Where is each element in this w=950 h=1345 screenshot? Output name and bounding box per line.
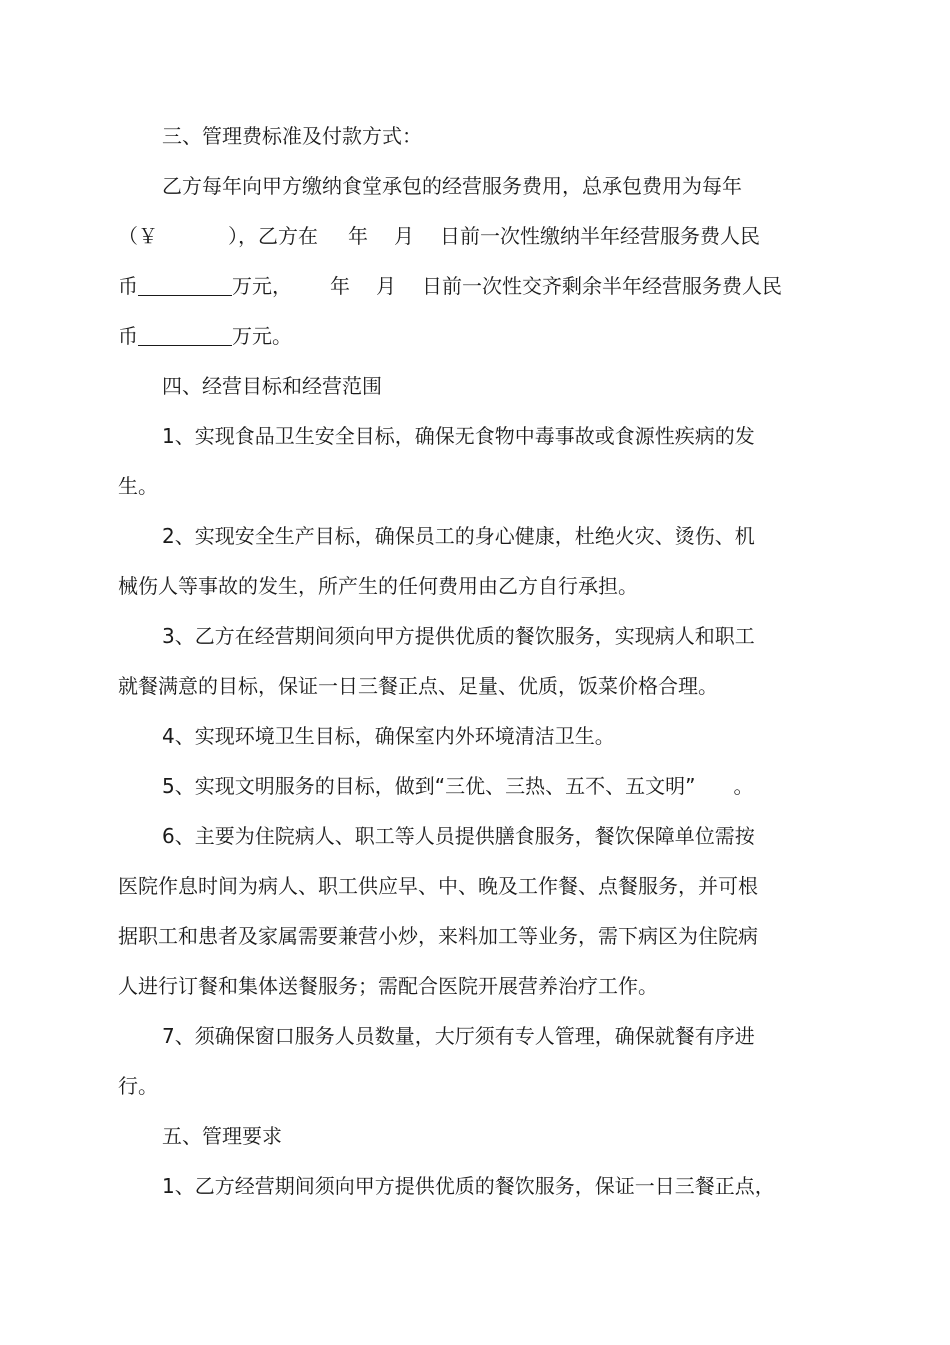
fee-paragraph-line4 xyxy=(118,321,818,351)
section4-heading: 四、经营目标和经营范围 xyxy=(162,374,382,398)
month-label: 月 xyxy=(394,224,414,248)
unit-label-end: 万元。 xyxy=(232,324,292,348)
item7-line1: 7、须确保窗口服务人员数量，大厅须有专人管理，确保就餐有序进 xyxy=(162,1024,755,1048)
unit-label: 万元， xyxy=(232,274,292,298)
item2-line1: 2、实现安全生产目标，确保员工的身心健康，杜绝火灾、烫伤、机 xyxy=(162,524,755,548)
year-label: 年 xyxy=(348,224,368,248)
item6-line1: 6、主要为住院病人、职工等人员提供膳食服务，餐饮保障单位需按 xyxy=(162,824,755,848)
fee-paragraph-line1: 乙方每年向甲方缴纳食堂承包的经营服务费用，总承包费用为每年 xyxy=(162,174,742,198)
item3-line1: 3、乙方在经营期间须向甲方提供优质的餐饮服务，实现病人和职工 xyxy=(162,624,755,648)
item5-end: 。 xyxy=(733,774,754,798)
item7-line2: 行。 xyxy=(118,1074,158,1098)
item1-line1: 1、实现食品卫生安全目标，确保无食物中毒事故或食源性疾病的发 xyxy=(162,424,755,448)
fee-paragraph-line3 xyxy=(118,271,818,301)
fee-paragraph-line2-tail: 日前一次性缴纳半年经营服务费人民 xyxy=(440,224,760,248)
item6-line4: 人进行订餐和集体送餐服务；需配合医院开展营养治疗工作。 xyxy=(118,974,658,998)
amount-open: （￥ xyxy=(118,224,158,248)
item5 xyxy=(162,771,862,801)
currency-label-2: 币 xyxy=(118,324,138,348)
section5-item1: 1、乙方经营期间须向甲方提供优质的餐饮服务，保证一日三餐正点， xyxy=(162,1174,775,1198)
section3-heading: 三、管理费标准及付款方式： xyxy=(162,124,422,148)
item3-line2: 就餐满意的目标，保证一日三餐正点、足量、优质，饭菜价格合理。 xyxy=(118,674,718,698)
amount-blank-1 xyxy=(138,294,232,296)
fee-paragraph-line2 xyxy=(118,221,818,251)
item5-text: 5、实现文明服务的目标，做到“三优、三热、五不、五文明” xyxy=(162,774,696,798)
year-label-2: 年 xyxy=(330,274,350,298)
item1-line2: 生。 xyxy=(118,474,158,498)
item4: 4、实现环境卫生目标，确保室内外环境清洁卫生。 xyxy=(162,724,615,748)
currency-label: 币 xyxy=(118,274,138,298)
item6-line2: 医院作息时间为病人、职工供应早、中、晚及工作餐、点餐服务，并可根 xyxy=(118,874,758,898)
item6-line3: 据职工和患者及家属需要兼营小炒，来料加工等业务，需下病区为住院病 xyxy=(118,924,758,948)
section5-heading: 五、管理要求 xyxy=(162,1124,282,1148)
item2-line2: 械伤人等事故的发生，所产生的任何费用由乙方自行承担。 xyxy=(118,574,638,598)
amount-blank-2 xyxy=(138,344,232,346)
amount-close: ），乙方在 xyxy=(228,224,318,248)
fee-paragraph-line3-tail: 日前一次性交齐剩余半年经营服务费人民 xyxy=(422,274,782,298)
month-label-2: 月 xyxy=(376,274,396,298)
